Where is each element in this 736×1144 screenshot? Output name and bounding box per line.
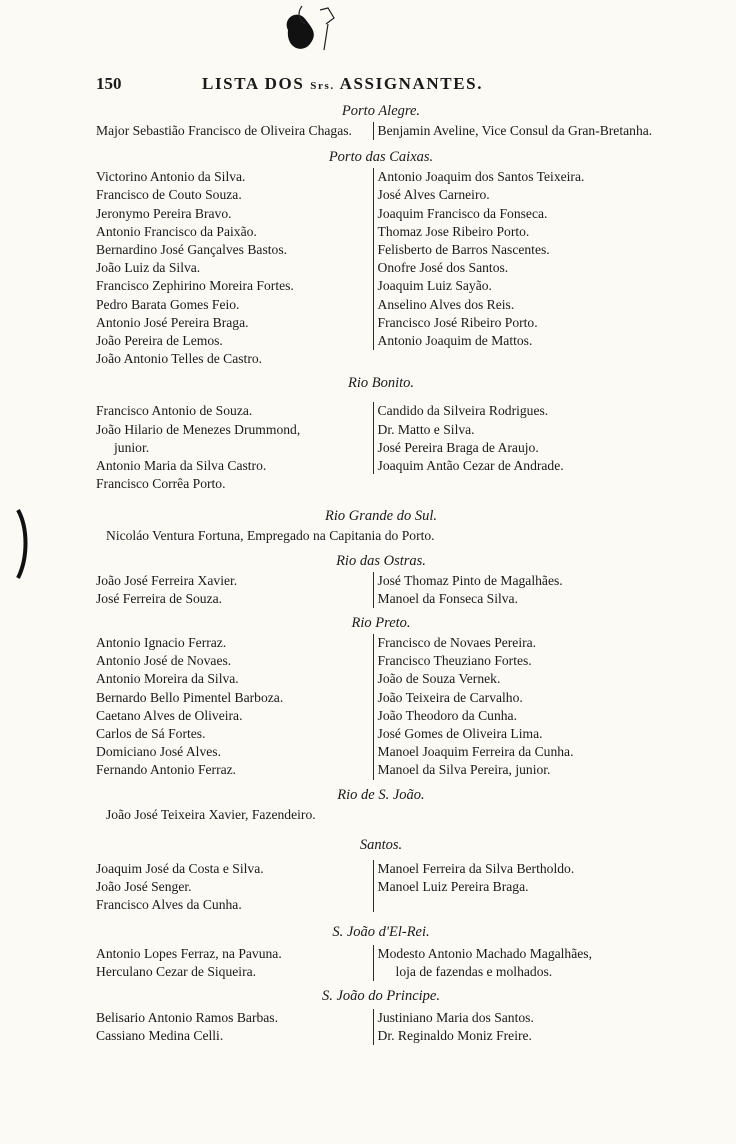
page-number: 150 <box>96 74 122 93</box>
subscriber-entry: Anselino Alves dos Reis. <box>377 296 515 312</box>
subscriber-entry: Bernardino José Gançalves Bastos. <box>96 242 288 258</box>
subscriber-entry: Joaquim Antão Cezar de Andrade. <box>377 458 564 474</box>
left-column <box>96 1009 367 1045</box>
subscriber-entry: Antonio Moreira da Silva. <box>96 671 239 687</box>
subscriber-entry: Herculano Cezar de Siqueira. <box>96 963 257 979</box>
subscriber-entry: Onofre José dos Santos. <box>377 260 509 276</box>
subscriber-entry: Cassiano Medina Celli. <box>96 1028 224 1044</box>
subscriber-entry: Francisco Alves da Cunha. <box>96 897 242 913</box>
subscriber-entry: Joaquim Luiz Sayão. <box>377 278 492 294</box>
subscriber-entry: João José Ferreira Xavier. <box>96 572 238 588</box>
left-column <box>96 572 367 608</box>
subscriber-entry: Major Sebastião Francisco de Oliveira Chagas. <box>96 123 352 138</box>
right-column <box>373 634 666 780</box>
page-edge-mark <box>14 508 30 580</box>
section-title: Porto das Caixas. <box>328 149 434 166</box>
subscriber-entry: Joaquim José da Costa e Silva. <box>96 860 264 876</box>
subscriber-entry: Manoel da Silva Pereira, junior. <box>377 762 551 778</box>
subscriber-entry-continuation: loja de fazendas e molhados. <box>395 963 553 979</box>
subscriber-entry: Antonio José de Novaes. <box>96 653 232 669</box>
left-column <box>96 945 367 981</box>
section-columns <box>96 122 666 140</box>
right-column <box>373 860 666 912</box>
section-title: S. João do Principe. <box>322 987 440 1004</box>
subscriber-entry: Justiniano Maria dos Santos. <box>377 1009 534 1025</box>
right-column <box>373 168 666 350</box>
subscriber-entry: Carlos de Sá Fortes. <box>96 726 206 742</box>
subscriber-entry: José Thomaz Pinto de Magalhães. <box>377 572 563 588</box>
section-title: Rio das Ostras. <box>336 552 426 569</box>
subscriber-entry: Francisco de Couto Souza. <box>96 187 242 203</box>
page-header <box>96 74 676 100</box>
left-column <box>96 634 367 780</box>
subscriber-entry: Fernando Antonio Ferraz. <box>96 762 237 778</box>
right-column <box>373 122 666 140</box>
section-columns <box>96 1009 666 1045</box>
subscriber-entry: Jeronymo Pereira Bravo. <box>96 205 232 221</box>
section-columns <box>96 572 666 608</box>
section-title: S. João d'El-Rei. <box>332 923 430 940</box>
subscriber-entry: José Alves Carneiro. <box>377 187 490 203</box>
subscriber-entry: Victorino Antonio da Silva. <box>96 169 246 185</box>
left-column <box>96 860 367 915</box>
subscriber-entry: Modesto Antonio Machado Magalhães, <box>377 945 592 961</box>
right-column <box>373 945 666 981</box>
subscriber-entry: Thomaz Jose Ribeiro Porto. <box>377 223 530 239</box>
subscriber-entry: João Pereira de Lemos. <box>96 333 223 349</box>
subscriber-entry: Antonio Ignacio Ferraz. <box>96 635 227 651</box>
subscriber-entry: Bernardo Bello Pimentel Barboza. <box>96 689 284 705</box>
right-column <box>373 402 666 474</box>
subscriber-entry: João Hilario de Menezes Drummond, <box>96 421 301 437</box>
subscriber-entry: João de Souza Vernek. <box>377 671 501 687</box>
subscriber-entry: Francisco Theuziano Fortes. <box>377 653 532 669</box>
subscriber-entry: Benjamin Aveline, Vice Consul da Gran-Bretanha. <box>377 123 653 138</box>
subscriber-entry: Pedro Barata Gomes Feio. <box>96 296 240 312</box>
subscriber-entry: Nicoláo Ventura Fortuna, Empregado na Capitania do Porto. <box>106 528 435 544</box>
section-title: Santos. <box>359 836 403 853</box>
section-columns <box>96 634 666 780</box>
subscriber-entry: Domiciano José Alves. <box>96 744 221 760</box>
subscriber-entry: Antonio Joaquim dos Santos Teixeira. <box>377 169 585 185</box>
section-title: Rio Bonito. <box>347 375 415 392</box>
section-title: Porto Alegre. <box>341 103 421 119</box>
subscriber-entry: Dr. Reginaldo Moniz Freire. <box>377 1028 532 1044</box>
left-column <box>96 402 367 493</box>
subscriber-entry: Francisco Corrêa Porto. <box>96 476 226 492</box>
subscriber-entry: Francisco Zephirino Moreira Fortes. <box>96 278 294 294</box>
subscriber-entry: João Antonio Telles de Castro. <box>96 351 263 367</box>
subscriber-entry: Antonio Lopes Ferraz, na Pavuna. <box>96 945 282 961</box>
subscriber-entry: Joaquim Francisco da Fonseca. <box>377 205 548 221</box>
subscriber-entry: Francisco Antonio de Souza. <box>96 403 253 419</box>
subscriber-entry-continuation: junior. <box>114 439 150 455</box>
right-column <box>373 572 666 608</box>
subscriber-entry: José Gomes de Oliveira Lima. <box>377 726 543 742</box>
subscriber-entry: José Pereira Braga de Araujo. <box>377 439 539 455</box>
right-column <box>373 1009 666 1045</box>
subscriber-entry: Francisco de Novaes Pereira. <box>377 635 537 651</box>
subscriber-entry: João Theodoro da Cunha. <box>377 707 517 723</box>
subscriber-entry: Antonio José Pereira Braga. <box>96 314 249 330</box>
section-columns <box>96 945 666 981</box>
section-columns <box>96 402 666 493</box>
subscriber-entry: João José Teixeira Xavier, Fazendeiro. <box>106 806 316 822</box>
subscriber-entry: Manoel Ferreira da Silva Bertholdo. <box>377 860 575 876</box>
subscriber-entry: Felisberto de Barros Nascentes. <box>377 242 550 258</box>
running-title: LISTA DOS Srs. ASSIGNANTES. <box>202 74 484 93</box>
subscriber-entry: João José Senger. <box>96 879 192 895</box>
subscriber-entry: Caetano Alves de Oliveira. <box>96 707 243 723</box>
section-columns <box>96 168 666 368</box>
subscriber-entry: José Ferreira de Souza. <box>96 590 223 606</box>
section-columns <box>96 860 666 915</box>
subscriber-entry: João Luiz da Silva. <box>96 260 201 276</box>
subscriber-list <box>96 100 666 1045</box>
section-title: Rio Grande do Sul. <box>325 508 437 525</box>
subscriber-entry: Manoel da Fonseca Silva. <box>377 590 518 606</box>
subscriber-entry: Manoel Luiz Pereira Braga. <box>377 879 529 895</box>
subscriber-entry: Candido da Silveira Rodrigues. <box>377 403 549 419</box>
section-title: Rio de S. João. <box>337 786 425 803</box>
subscriber-entry: Antonio Joaquim de Mattos. <box>377 333 533 349</box>
left-column <box>96 168 367 368</box>
subscriber-entry: Belisario Antonio Ramos Barbas. <box>96 1009 278 1025</box>
subscriber-entry: Manoel Joaquim Ferreira da Cunha. <box>377 744 574 760</box>
subscriber-entry: Antonio Francisco da Paixão. <box>96 223 257 239</box>
subscriber-entry: João Teixeira de Carvalho. <box>377 689 523 705</box>
ink-blot-mark <box>268 4 358 60</box>
subscriber-entry: Dr. Matto e Silva. <box>377 421 475 437</box>
left-column <box>96 122 367 140</box>
section-title: Rio Preto. <box>351 615 411 632</box>
subscriber-entry: Francisco José Ribeiro Porto. <box>377 314 538 330</box>
subscriber-entry: Antonio Maria da Silva Castro. <box>96 458 267 474</box>
